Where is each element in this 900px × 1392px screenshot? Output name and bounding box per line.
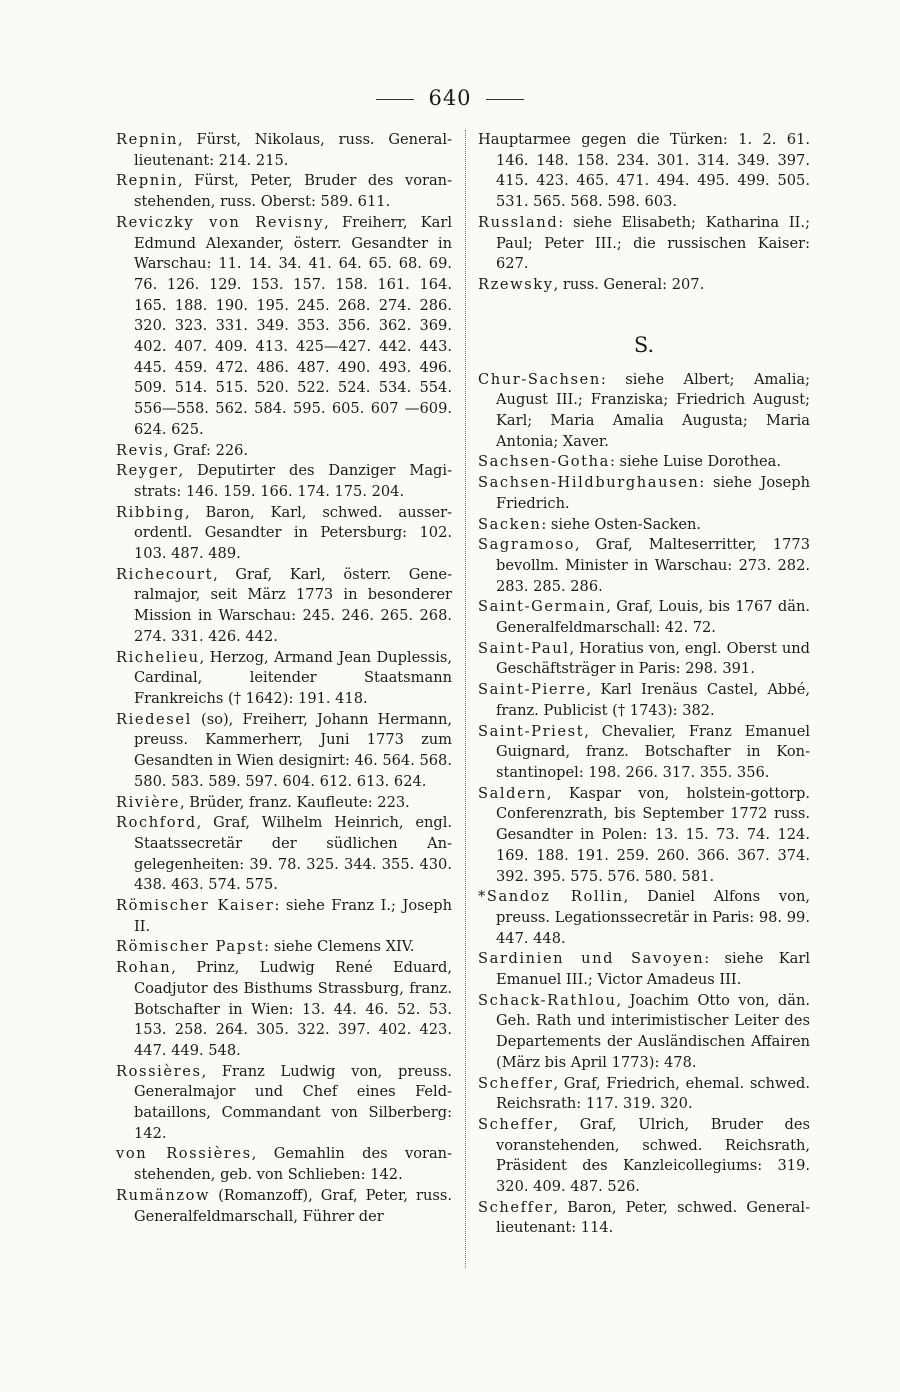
entry-text: , russ. General: 207. bbox=[553, 275, 705, 293]
entry-name: von Rossières bbox=[116, 1145, 252, 1163]
index-entry bbox=[116, 648, 452, 710]
entry-text: , Graf, Malteserritter, 1773 bevollm. Minister in Warschau: 273. 282. 283. 285. 286. bbox=[496, 536, 810, 595]
section-letter: S. bbox=[633, 332, 655, 357]
entry-name: Sachsen-Hildburghausen bbox=[478, 474, 700, 492]
entry-name: Saint-Paul bbox=[478, 639, 570, 657]
entry-name: Chur-Sachsen bbox=[478, 370, 601, 388]
index-entry bbox=[116, 896, 452, 937]
index-entry bbox=[478, 991, 810, 1074]
left-column bbox=[116, 130, 452, 1227]
entry-name: *Sandoz Rollin bbox=[478, 888, 624, 906]
entry-text: Hauptarmee gegen die Türken: 1. 2. 61. 146. 148. 158. 234. 301. 314. 349. 397. 415. 423. 465. 471. 494. 495. 499. 505. 531. 565. 568. 598. 603. bbox=[478, 131, 810, 211]
index-entry bbox=[478, 887, 810, 949]
entry-text: : siehe Clemens XIV. bbox=[264, 938, 415, 956]
right-column bbox=[478, 130, 810, 1239]
entry-text: , Fürst, Peter, Bruder des voranstehenden, russ. Oberst: 589. 611. bbox=[134, 172, 452, 211]
entry-name: Rochford bbox=[116, 814, 197, 832]
index-entry bbox=[478, 130, 810, 213]
entry-name: Ribbing bbox=[116, 503, 185, 521]
entry-text: , Baron, Peter, schwed. Generallieutenant: 114. bbox=[496, 1198, 810, 1237]
entry-name: Römischer Papst bbox=[116, 938, 265, 956]
entry-text: , Horatius von, engl. Oberst und Geschäftsträger in Paris: 298. 391. bbox=[496, 639, 810, 678]
entry-name: Sachsen-Gotha bbox=[478, 453, 610, 471]
entry-text: , Graf, Louis, bis 1767 dän. Generalfeldmarschall: 42. 72. bbox=[496, 598, 810, 637]
entry-text: , Graf, Ulrich, Bruder des voranstehenden, schwed. Reichsrath, Präsident des Kanzleicollegiums: 319. 320. 409. 487. 526. bbox=[496, 1115, 810, 1196]
entry-text: : siehe Luise Dorothea. bbox=[609, 453, 781, 471]
index-entry bbox=[116, 171, 452, 212]
entry-text: : siehe Osten-Sacken. bbox=[541, 515, 702, 533]
index-entry bbox=[478, 784, 810, 888]
entry-text: , Fürst, Nikolaus, russ. Generallieutenant: 214. 215. bbox=[134, 131, 452, 169]
entry-name: Scheffer bbox=[478, 1074, 554, 1092]
entry-text: (Romanzoff), Graf, Peter, russ. Generalfeldmarschall, Führer der bbox=[134, 1186, 452, 1225]
entry-text: , Franz Ludwig von, preuss. Generalmajor und Chef eines Feldbataillons, Commandant von Silberberg: 142. bbox=[134, 1062, 452, 1142]
page-number-text: 640 bbox=[428, 86, 472, 110]
entry-name: Saint-Priest bbox=[478, 722, 585, 740]
entry-name: Reyger bbox=[116, 462, 179, 480]
entry-name: Rzewsky bbox=[478, 275, 554, 293]
index-entry bbox=[116, 461, 452, 502]
entry-name: Russland bbox=[478, 213, 559, 231]
index-entry bbox=[478, 1198, 810, 1239]
index-entry bbox=[116, 958, 452, 1062]
index-entry bbox=[478, 639, 810, 680]
entry-name: Richelieu bbox=[116, 648, 200, 666]
entry-text: , Brüder, franz. Kaufleute: 223. bbox=[180, 793, 410, 811]
entry-name: Rumänzow bbox=[116, 1186, 211, 1204]
entry-name: Sardinien und Savoyen bbox=[478, 950, 705, 968]
entry-name: Rohan bbox=[116, 959, 172, 977]
entry-text: , Graf: 226. bbox=[164, 441, 249, 459]
index-entry bbox=[116, 937, 452, 958]
entry-text: , Graf, Wilhelm Heinrich, engl. Staatssecretär der südlichen Angelegenheiten: 39. 78. 325. 344. 355. 430. 438. 463. 574. 575. bbox=[134, 814, 452, 894]
index-entry bbox=[478, 515, 810, 536]
index-entry bbox=[116, 213, 452, 441]
index-entry bbox=[478, 949, 810, 990]
index-entry bbox=[116, 441, 452, 462]
entry-text: : siehe Franz I.; Joseph II. bbox=[134, 897, 452, 935]
entry-text: : siehe Joseph Friedrich. bbox=[496, 474, 810, 512]
index-entry bbox=[116, 1186, 452, 1227]
entry-name: Repnin bbox=[116, 131, 179, 148]
column-divider bbox=[465, 130, 466, 1268]
right-column-bottom bbox=[478, 370, 810, 1240]
entry-name: Revis bbox=[116, 441, 165, 459]
index-entry bbox=[478, 597, 810, 638]
entry-text: (so), Freiherr, Johann Hermann, preuss. Kammerherr, Juni 1773 zum Gesandten in Wien designirt: 46. 564. 568. 580. 583. 589. 597. 604. 612. 613. 624. bbox=[134, 710, 452, 790]
index-entry bbox=[478, 275, 810, 296]
entry-name: Römischer Kaiser bbox=[116, 897, 275, 915]
right-column-top bbox=[478, 130, 810, 296]
index-entry bbox=[478, 1115, 810, 1198]
index-entry bbox=[116, 130, 452, 171]
entry-name: Saldern bbox=[478, 784, 547, 802]
entry-text: , Prinz, Ludwig René Eduard, Coadjutor des Bisthums Strassburg, franz. Botschafter in Wien: 13. 44. 46. 52. 53. 153. 258. 264. 305. 322. 397. 402. 423. 447. 449. 548. bbox=[134, 959, 452, 1059]
index-entry bbox=[116, 813, 452, 896]
index-entry bbox=[478, 1074, 810, 1115]
entry-name: Scheffer bbox=[478, 1115, 554, 1133]
entry-name: Sacken bbox=[478, 515, 542, 533]
entry-text: , Gemahlin des voranstehenden, geb. von Schlieben: 142. bbox=[134, 1145, 452, 1184]
entry-text: , Joachim Otto von, dän. Geh. Rath und interimistischer Leiter des Departements der Ausländischen Affairen (März bis April 1773): 478. bbox=[496, 991, 810, 1071]
entry-text: , Chevalier, Franz Emanuel Guignard, franz. Botschafter in Konstantinopel: 198. 266. 317. 355. 356. bbox=[496, 722, 810, 781]
index-entry bbox=[116, 1144, 452, 1185]
entry-text: , Kaspar von, holstein-gottorp. Conferenzrath, bis September 1772 russ. Gesandter in Polen: 13. 15. 73. 74. 124. 169. 188. 191. 259. 260. 366. 367. 374. 392. 395. 575. 576. 580. 581. bbox=[496, 784, 810, 885]
entry-text: , Freiherr, Karl Edmund Alexander, österr. Gesandter in Warschau: 11. 14. 34. 41. 64. 65. 68. 69. 76. 126. 129. 153. 157. 158. 161. 164. 165. 188. 190. 195. 245. 268. 274. 286. 320. 323. 331. 349. 353. 356. 362. 369. 402. 407. 409. 413. 425—427. 442. 443. 445. 459. 472. 486. 487. 490. 493. 496. 509. 514. 515. 520. 522. 524. 534. 554. 556—558. 562. 584. 595. 605. 607 —609. 624. 625. bbox=[134, 213, 452, 438]
entry-text: : siehe Elisabeth; Katharina II.; Paul; Peter III.; die russischen Kaiser: 627. bbox=[496, 213, 810, 273]
entry-text: , Baron, Karl, schwed. ausserordentl. Gesandter in Petersburg: 102. 103. 487. 489. bbox=[134, 503, 452, 563]
index-entry bbox=[116, 710, 452, 793]
entry-text: , Daniel Alfons von, preuss. Legationssecretär in Paris: 98. 99. 447. 448. bbox=[496, 888, 810, 947]
entry-name: Richecourt bbox=[116, 565, 214, 583]
index-entry bbox=[478, 473, 810, 514]
entry-name: Scheffer bbox=[478, 1198, 554, 1216]
index-entry bbox=[478, 213, 810, 275]
entry-name: Saint-Pierre bbox=[478, 681, 587, 699]
page-number bbox=[0, 86, 900, 110]
index-entry bbox=[116, 793, 452, 814]
entry-text: : siehe Albert; Amalia; August III.; Franziska; Friedrich August; Karl; Maria Amalia Augusta; Maria Antonia; Xaver. bbox=[496, 370, 810, 450]
header-rule-right bbox=[486, 99, 524, 100]
index-entry bbox=[478, 452, 810, 473]
entry-name: Reviczky von Revisny bbox=[116, 213, 325, 231]
entry-name: Saint-Germain bbox=[478, 598, 607, 616]
index-entry bbox=[116, 503, 452, 565]
entry-text: , Karl Irenäus Castel, Abbé, franz. Publicist († 1743): 382. bbox=[496, 681, 810, 719]
entry-text: : siehe Karl Emanuel III.; Victor Amadeus III. bbox=[496, 950, 810, 989]
index-entry bbox=[116, 1062, 452, 1145]
entry-text: , Graf, Friedrich, ehemal. schwed. Reichsrath: 117. 319. 320. bbox=[496, 1074, 810, 1113]
index-entry bbox=[116, 565, 452, 648]
index-entry bbox=[478, 370, 810, 453]
entry-name: Rossières bbox=[116, 1062, 202, 1080]
entry-text: , Herzog, Armand Jean Duplessis, Cardinal, leitender Staatsmann Frankreichs († 1642): 191. 418. bbox=[134, 648, 452, 707]
entry-text: , Deputirter des Danziger Magistrats: 146. 159. 166. 174. 175. 204. bbox=[134, 462, 452, 500]
entry-name: Sagramoso bbox=[478, 536, 576, 554]
index-entry bbox=[478, 680, 810, 721]
entry-name: Repnin bbox=[116, 172, 179, 190]
entry-name: Schack-Rathlou bbox=[478, 991, 617, 1009]
header-rule-left bbox=[376, 99, 414, 100]
index-entry bbox=[478, 535, 810, 597]
entry-text: , Graf, Karl, österr. Generalmajor, seit März 1773 in besonderer Mission in Warschau: 245. 246. 265. 268. 274. 331. 426. 442. bbox=[134, 565, 452, 645]
entry-name: Riedesel bbox=[116, 710, 192, 728]
entry-name: Rivière bbox=[116, 793, 181, 811]
index-entry bbox=[478, 722, 810, 784]
